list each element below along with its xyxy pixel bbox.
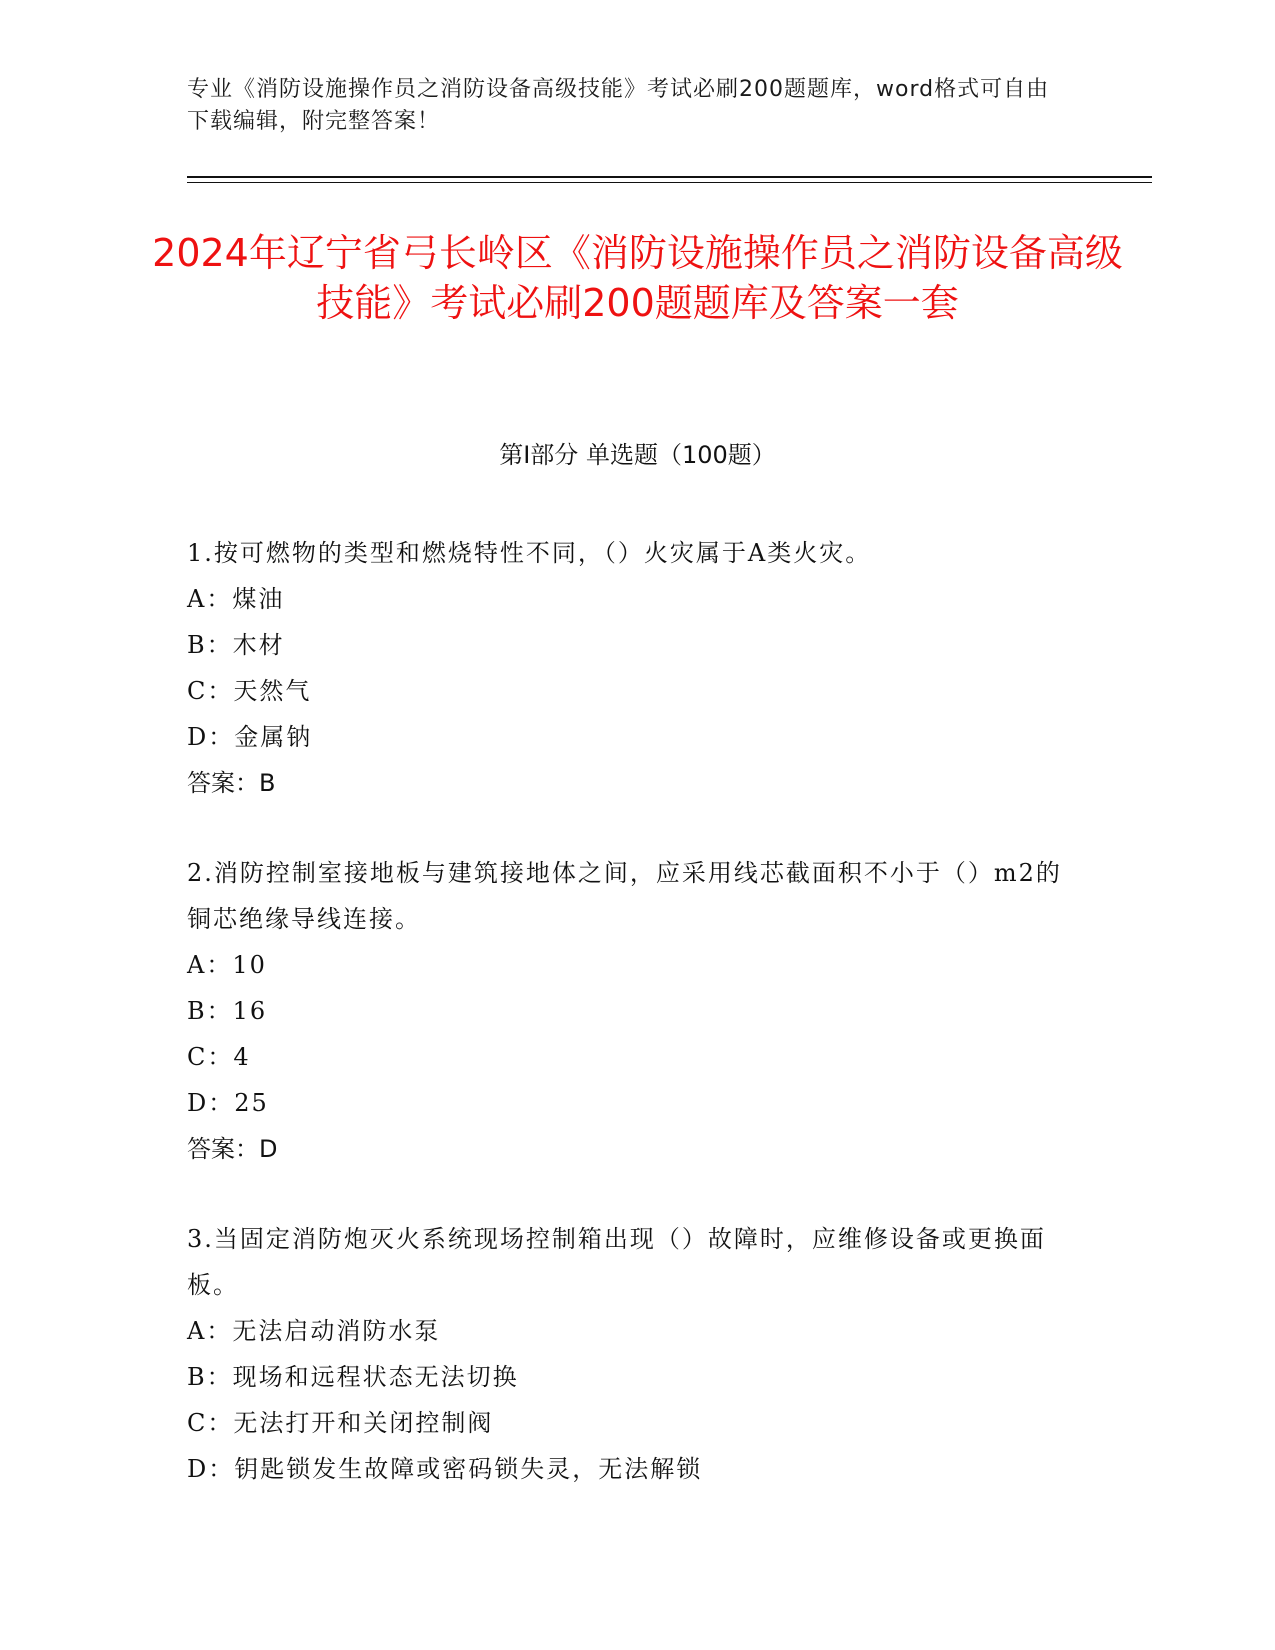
option-d: D：25 xyxy=(187,1089,269,1117)
document-title: 2024年辽宁省弓长岭区《消防设施操作员之消防设备高级技能》考试必刷200题题库及答案一套 xyxy=(152,231,1123,325)
option-d: D：金属钠 xyxy=(187,723,313,751)
answer: 答案：B xyxy=(187,769,276,797)
option-b: B：木材 xyxy=(187,631,285,659)
question-list xyxy=(187,530,1067,1536)
option-a: A：10 xyxy=(187,951,267,979)
answer: 答案：D xyxy=(187,1135,278,1163)
option-b: B：现场和远程状态无法切换 xyxy=(187,1363,519,1391)
header-divider-thick xyxy=(187,176,1152,178)
option-c: C：天然气 xyxy=(187,677,312,705)
question-2 xyxy=(187,850,1067,1172)
option-a: A：煤油 xyxy=(187,585,285,613)
question-3 xyxy=(187,1216,1067,1492)
option-c: C：4 xyxy=(187,1043,251,1071)
question-stem: 1.按可燃物的类型和燃烧特性不同，（）火灾属于A类火灾。 xyxy=(187,539,872,567)
option-d: D：钥匙锁发生故障或密码锁失灵，无法解锁 xyxy=(187,1455,703,1483)
section-heading: 第I部分 单选题（100题） xyxy=(499,441,776,469)
header-divider-thin xyxy=(187,182,1152,183)
header-note: 专业《消防设施操作员之消防设备高级技能》考试必刷200题题库，word格式可自由下载编辑，附完整答案！ xyxy=(187,77,1050,134)
question-stem: 3.当固定消防炮灭火系统现场控制箱出现（）故障时，应维修设备或更换面板。 xyxy=(187,1225,1046,1299)
option-c: C：无法打开和关闭控制阀 xyxy=(187,1409,494,1437)
option-b: B：16 xyxy=(187,997,268,1025)
question-stem: 2.消防控制室接地板与建筑接地体之间，应采用线芯截面积不小于（）m2的铜芯绝缘导线连接。 xyxy=(187,859,1062,933)
option-a: A：无法启动消防水泵 xyxy=(187,1317,441,1345)
question-1 xyxy=(187,530,1067,806)
